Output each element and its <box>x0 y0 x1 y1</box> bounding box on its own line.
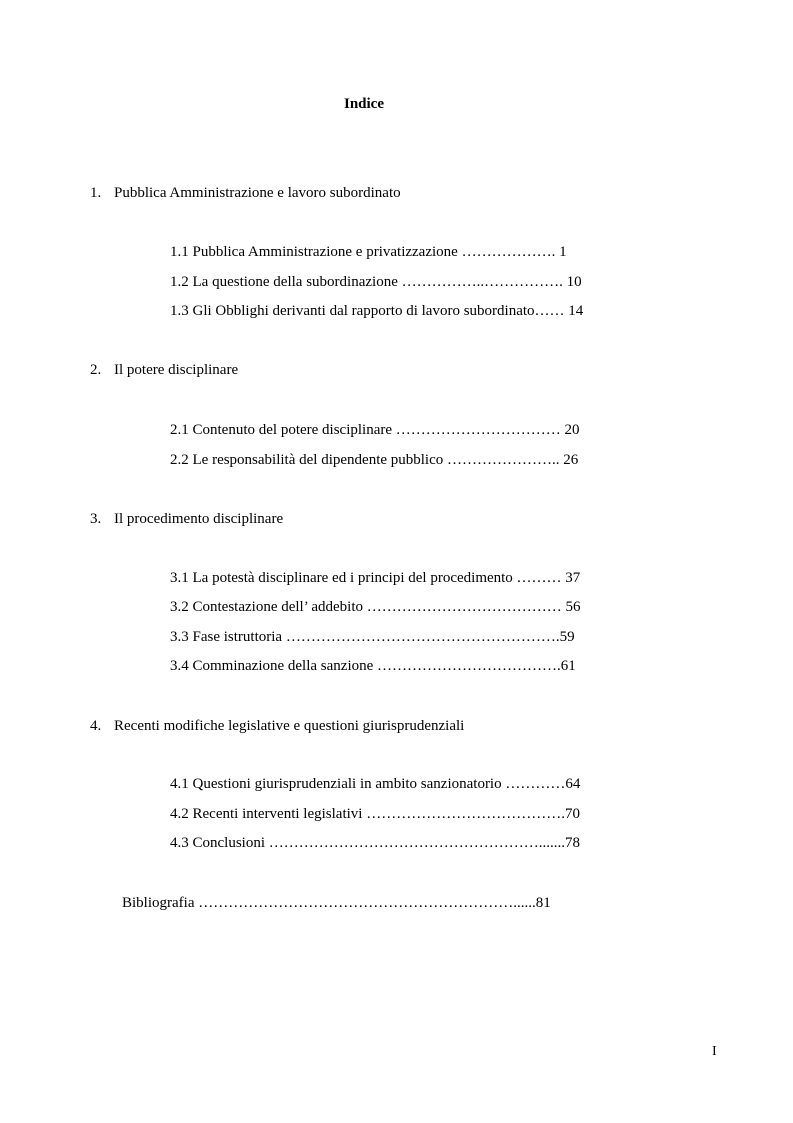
toc-entry-3-4: 3.4 Comminazione della sanzione ……………………………….61 <box>170 658 576 674</box>
section-title: Il potere disciplinare <box>114 362 239 378</box>
section-number: 1. <box>90 185 102 201</box>
section-heading-3 <box>90 509 283 529</box>
toc-entry-3-3: 3.3 Fase istruttoria ……………………………………………….59 <box>170 629 575 645</box>
page-title: Indice <box>343 96 384 112</box>
toc-entry-4-3: 4.3 Conclusioni ……………………………………………….......78 <box>170 835 581 851</box>
toc-entry-2-2: 2.2 Le responsabilità del dipendente pubblico ………………….. 26 <box>170 452 579 468</box>
section-heading-1 <box>90 183 401 203</box>
section-number: 3. <box>90 511 102 527</box>
section-heading-4 <box>90 716 464 736</box>
section-number: 2. <box>90 362 102 378</box>
section-number: 4. <box>90 718 102 734</box>
section-title: Il procedimento disciplinare <box>114 511 284 527</box>
toc-entry-1-3: 1.3 Gli Obblighi derivanti dal rapporto di lavoro subordinato…… 14 <box>170 303 584 319</box>
section-heading-2 <box>90 360 238 380</box>
toc-entry-4-1: 4.1 Questioni giurisprudenziali in ambito sanzionatorio …………64 <box>170 776 581 792</box>
toc-entry-1-2: 1.2 La questione della subordinazione ……………..……………. 10 <box>170 274 582 290</box>
toc-entry-3-2: 3.2 Contestazione dell’ addebito ………………………………… 56 <box>170 599 581 615</box>
page-number: I <box>712 1044 717 1059</box>
toc-entry-4-2: 4.2 Recenti interventi legislativi ………………………………….70 <box>170 806 580 822</box>
toc-entry-2-1: 2.1 Contenuto del potere disciplinare …………………………… 20 <box>170 422 580 438</box>
section-title: Recenti modifiche legislative e questioni giurisprudenziali <box>114 718 465 734</box>
section-title: Pubblica Amministrazione e lavoro subordinato <box>114 185 401 201</box>
toc-entry-bibliography: Bibliografia ………………………………………………………......81 <box>122 895 551 911</box>
toc-entry-3-1: 3.1 La potestà disciplinare ed i principi del procedimento ……… 37 <box>170 570 581 586</box>
toc-entry-1-1: 1.1 Pubblica Amministrazione e privatizzazione ………………. 1 <box>170 244 567 260</box>
